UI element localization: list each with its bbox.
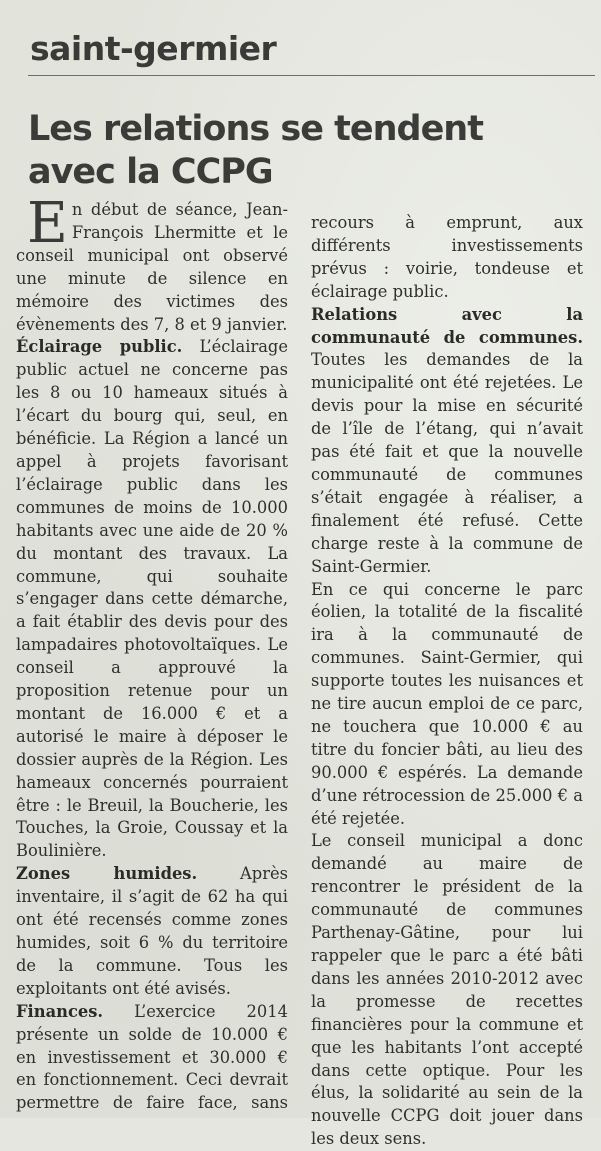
eclairage-text: L’éclairage public actuel ne concerne pas les 8 ou 10 hameaux situés à l’écart du bourg qui, seul, en bénéficie. La Région a lancé un appel à projets favorisant l’éclairage public dans les communes de moins de 10.000 habitants avec une aide de 20 % du montant des travaux. La commune, qui souhaite s’engager dans cette démarche, a fait établir des devis pour des lampadaires photovoltaïques. Le conseil a approuvé la proposition retenue pour un montant de 16.000 € et a autorisé le maire à déposer le dossier auprès de la Région. Les hameaux concernés pourraient être : le Breuil, la Boucherie, les Touches, la Groie, Coussay et la Boulinière. (16, 337, 288, 861)
section-rubric: saint-germier (30, 29, 277, 68)
zones-text: Après inventaire, il s’agit de 62 ha qui ont été recensés comme zones humides, soit 6 % du territoire de la commune. Tous les exploitants ont été avisés. (16, 864, 288, 998)
article-headline: Les relations se tendent avec la CCPG (28, 109, 483, 192)
rubric-divider (28, 75, 595, 76)
finances-paragraph (16, 1001, 288, 1116)
drop-cap: E (27, 191, 68, 256)
eclairage-heading: Éclairage public. (16, 337, 183, 357)
relations-heading: Relations avec la communauté de communes. (311, 304, 583, 347)
article-column-left (16, 191, 288, 1115)
finances-continuation: recours à emprunt, aux différents investissements prévus : voirie, tondeuse et éclairage public. (311, 213, 583, 301)
zones-paragraph (16, 863, 288, 1000)
intro-paragraph (16, 191, 288, 336)
eclairage-paragraph (16, 336, 288, 863)
finances-heading: Finances. (16, 1001, 104, 1021)
eolien-paragraph: En ce qui concerne le parc éolien, la totalité de la fiscalité ira à la communauté de communes. Saint-Germier, qui supporte toutes les nuisances et ne tire aucun emploi de ce parc, ne touchera que 10.000 € au titre du foncier bâti, au lieu des 90.000 € espérés. La demande d’une rétrocession de 25.000 € a été rejetée. (311, 579, 583, 828)
finances-text: L’exercice 2014 présente un solde de 10.000 € en investissement et 30.000 € en fonctionnement. Ceci devrait permettre de faire face, sans (16, 1001, 288, 1113)
relations-text: Toutes les demandes de la municipalité ont été rejetées. Le devis pour la mise en sécurité de l’île de l’étang, qui n’avait pas été fait et que la nouvelle communauté de communes s’était engagée à réaliser, a finalement été refusé. Cette charge reste à la commune de Saint-Germier. (311, 350, 583, 576)
conseil-paragraph: Le conseil municipal a donc demandé au maire de rencontrer le président de la communauté de communes Parthenay-Gâtine, pour lui rappeler que le parc a été bâti dans les années 2010-2012 avec la promesse de recettes financières pour la commune et que les habitants l’ont accepté dans cette optique. Pour les élus, la solidarité au sein de la nouvelle CCPG doit jouer dans les deux sens. (311, 831, 583, 1149)
article-column-right (311, 212, 583, 1151)
relations-paragraph (311, 304, 583, 579)
zones-heading: Zones humides. (16, 864, 198, 884)
intro-text: n début de séance, Jean-François Lhermitte et le conseil municipal ont observé une minute de silence en mémoire des victimes des évènements des 7, 8 et 9 janvier. (16, 200, 288, 334)
